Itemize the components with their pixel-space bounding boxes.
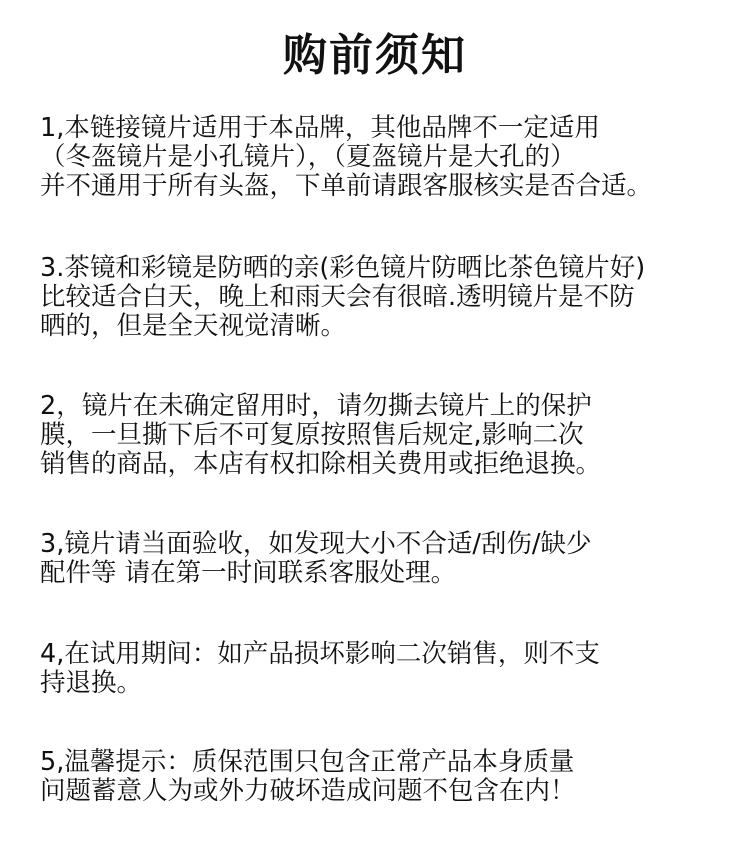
notice-line: 配件等 请在第一时间联系客服处理。	[40, 558, 457, 588]
notice-line: （冬盔镜片是小孔镜片），（夏盔镜片是大孔的）	[40, 142, 576, 172]
notice-line: 1,本链接镜片适用于本品牌，其他品牌不一定适用	[40, 113, 600, 143]
notice-line: 晒的，但是全天视觉清晰。	[40, 311, 347, 341]
notice-line: 并不通用于所有头盔，下单前请跟客服核实是否合适。	[40, 171, 653, 201]
notice-paragraph-3	[40, 392, 601, 479]
notice-paragraph-4	[40, 530, 592, 588]
notice-line: 3.茶镜和彩镜是防晒的亲(彩色镜片防晒比茶色镜片好)	[40, 253, 646, 283]
notice-line: 5,温馨提示：质保范围只包含正常产品本身质量	[40, 747, 575, 777]
page-title: 购前须知	[283, 30, 467, 81]
notice-line: 4,在试用期间：如产品损坏影响二次销售，则不支	[40, 639, 600, 669]
notice-line: 销售的商品，本店有权扣除相关费用或拒绝退换。	[40, 449, 602, 479]
notice-line: 比较适合白天，晚上和雨天会有很暗.透明镜片是不防	[40, 282, 635, 312]
notice-paragraph-6	[40, 748, 576, 806]
notice-line: 问题蓄意人为或外力破坏造成问题不包含在内！	[40, 776, 576, 806]
notice-line: 2，镜片在未确定留用时，请勿撕去镜片上的保护	[40, 391, 592, 421]
notice-line: 膜，一旦撕下后不可复原按照售后规定,影响二次	[40, 420, 584, 450]
notice-line: 3,镜片请当面验收，如发现大小不合适/刮伤/缺少	[40, 529, 592, 559]
notice-line: 持退换。	[40, 668, 143, 698]
notice-paragraph-5	[40, 640, 600, 698]
notice-paragraph-1	[40, 114, 652, 201]
notice-paragraph-2	[40, 254, 645, 341]
